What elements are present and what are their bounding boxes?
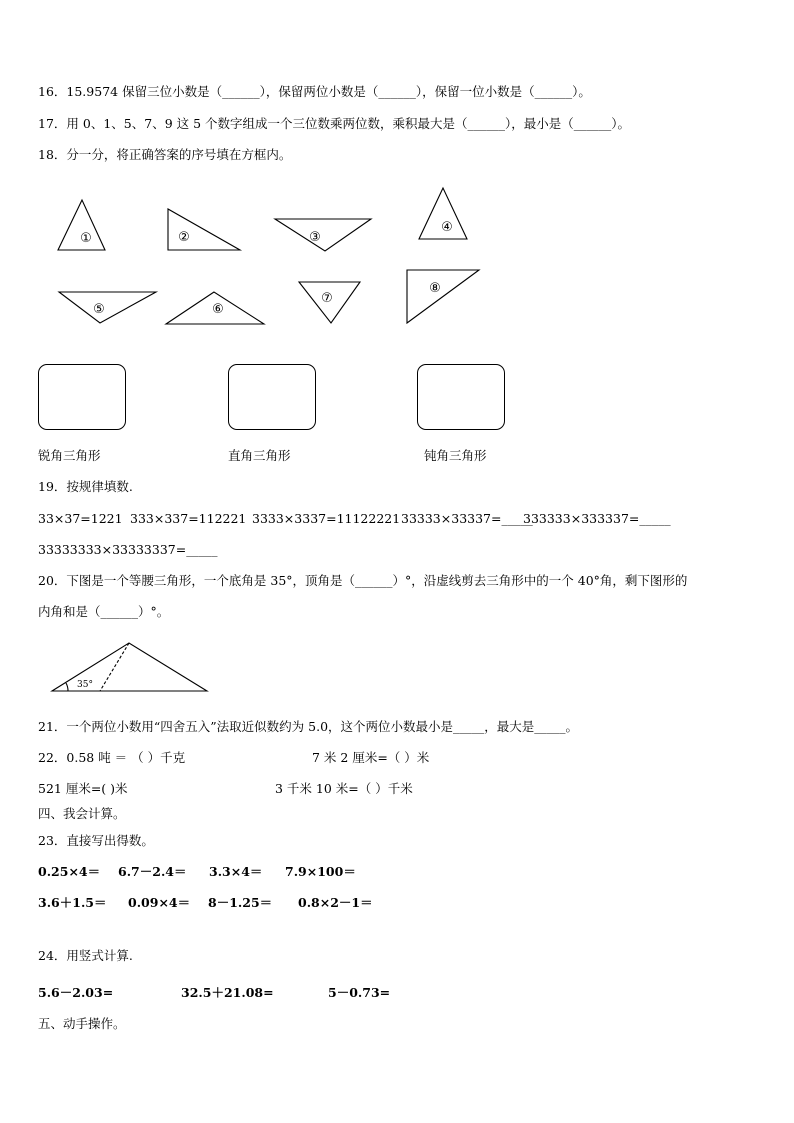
label-2: ② [178,230,190,245]
question-21: 21．一个两位小数用“四舍五入”法取近似数约为 5.0，这个两位小数最小是_____，最大是_____。 [38,719,579,734]
label-7: ⑦ [321,291,333,306]
question-18: 18．分一分，将正确答案的序号填在方框内。 [38,147,292,162]
q19-item-2: 333×337=112221 [130,511,247,526]
q23-r1-4: 7.9×100＝ [285,864,356,879]
q24-item-1: 5.6－2.03= [38,985,114,1000]
section-5-heading: 五、动手操作。 [38,1016,126,1031]
q22-item-4: 3 千米 10 米=（ ）千米 [275,781,413,796]
answer-box-obtuse[interactable] [417,364,505,430]
triangle-3 [275,219,371,251]
q23-r2-2: 0.09×4＝ [128,895,191,910]
q23-r1-3: 3.3×4＝ [209,864,263,879]
question-23: 23．直接写出得数。 [38,833,154,848]
q19-item-3: 3333×3337=11122221 [252,511,401,526]
label-1: ① [80,231,92,246]
angle-arc [66,683,68,691]
label-6: ⑥ [212,302,224,317]
label-5: ⑤ [93,302,105,317]
q23-r2-3: 8－1.25＝ [208,895,273,910]
angle-label: 35° [77,680,93,690]
q24-item-2: 32.5＋21.08= [181,985,274,1000]
question-19: 19．按规律填数. [38,479,133,494]
answer-box-acute[interactable] [38,364,126,430]
question-20-line1: 20．下图是一个等腰三角形，一个底角是 35°，顶角是（______）°，沿虚线剪去三角形中的一个 40°角，剩下图形的 [38,573,688,588]
label-8: ⑧ [429,281,441,296]
question-24: 24．用竖式计算. [38,948,133,963]
label-acute-triangle: 锐角三角形 [38,448,101,463]
q24-item-3: 5－0.73= [328,985,391,1000]
q19-item-1: 33×37=1221 [38,511,123,526]
q19-item-6: 33333333×33333337=_____ [38,542,218,557]
answer-box-right[interactable] [228,364,316,430]
q23-r1-1: 0.25×4＝ [38,864,101,879]
q22-item-3: 521 厘米=( )米 [38,781,128,796]
section-4-heading: 四、我会计算。 [38,806,126,821]
question-20-line2: 内角和是（______）°。 [38,604,170,619]
q23-r2-1: 3.6＋1.5＝ [38,895,107,910]
triangle-8 [407,270,479,323]
q22-item-2: 7 米 2 厘米=（ ）米 [312,750,430,765]
label-4: ④ [441,220,453,235]
isosceles-triangle [52,643,207,691]
question-16: 16．15.9574 保留三位小数是（______），保留两位小数是（______），保留一位小数是（______）。 [38,84,591,99]
label-right-triangle: 直角三角形 [228,448,291,463]
q19-item-4: 33333×33337=_____ [401,511,533,526]
q23-r1-2: 6.7－2.4＝ [118,864,187,879]
q23-r2-4: 0.8×2－1＝ [298,895,373,910]
label-obtuse-triangle: 钝角三角形 [424,448,487,463]
triangle-5 [59,292,156,323]
dashed-cut-line [100,643,129,691]
q19-item-5: 333333×333337=_____ [523,511,671,526]
question-17: 17．用 0、1、5、7、9 这 5 个数字组成一个三位数乘两位数，乘积最大是（______），最小是（______）。 [38,116,631,131]
q22-item-1: 22．0.58 吨 ＝ （ ）千克 [38,750,186,765]
label-3: ③ [309,230,321,245]
